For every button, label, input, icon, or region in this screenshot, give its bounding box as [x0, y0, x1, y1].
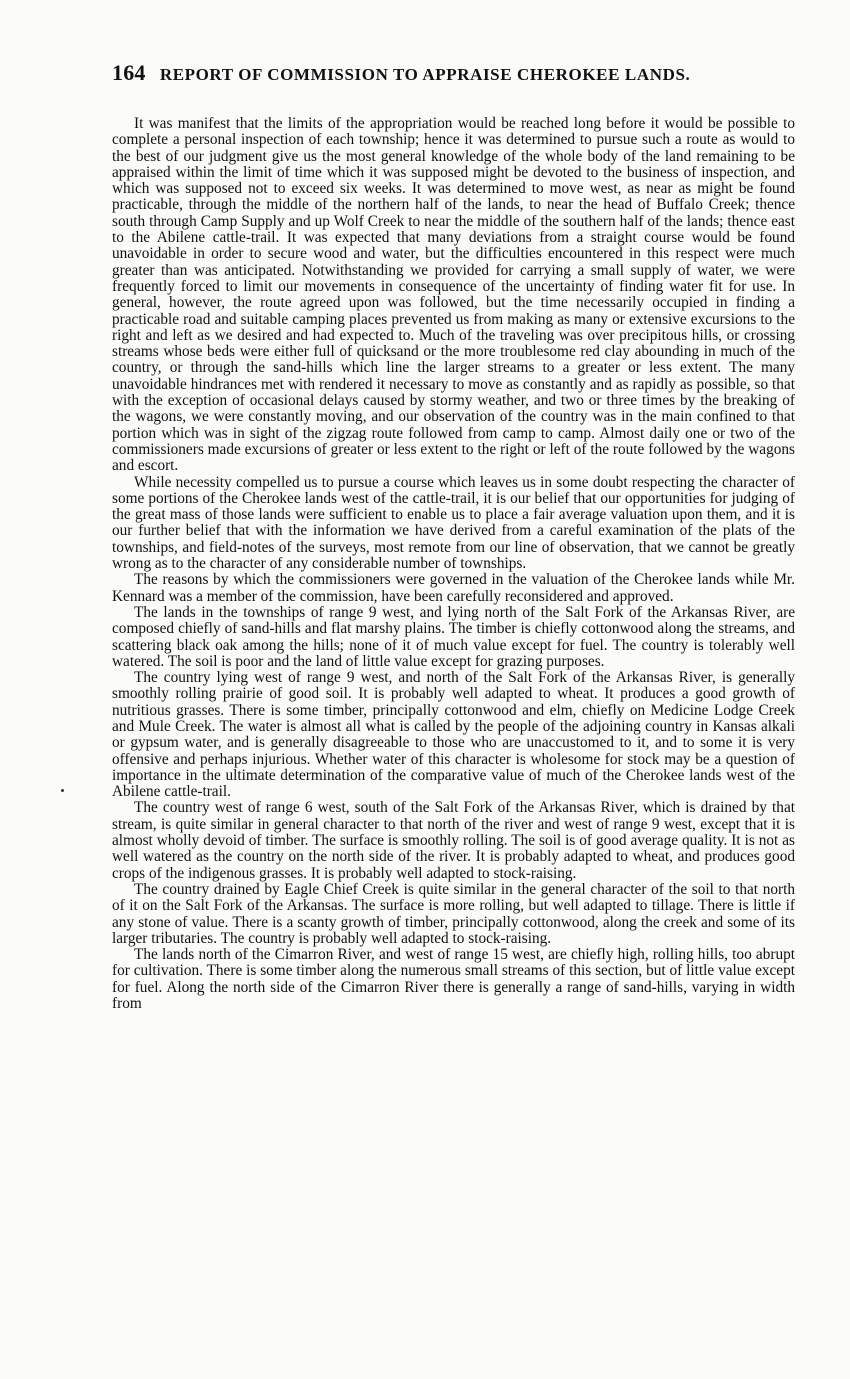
body-text	[112, 116, 795, 1012]
paragraph: It was manifest that the limits of the appropriation would be reached long before it would be possible to complete a personal inspection of each township; hence it was determined to pursue such a route as would to the best of our judgment give us the most general knowledge of the whole body of the land remaining to be appraised within the limit of time which it was supposed might be devoted to the business of inspection, and which was supposed not to exceed six weeks. It was determined to move west, as near as might be found practicable, through the middle of the northern half of the lands, to near the head of Buffalo Creek; thence south through Camp Supply and up Wolf Creek to near the middle of the southern half of the lands; thence east to the Abilene cattle-trail. It was expected that many deviations from a straight course would be found unavoidable in order to secure wood and water, but the difficulties encountered in this respect were much greater than was anticipated. Notwithstanding we provided for carrying a small supply of water, we were frequently forced to limit our movements in consequence of the uncertainty of finding water fit for use. In general, however, the route agreed upon was followed, but the time necessarily occupied in finding a practicable road and suitable camping places prevented us from making as many or extensive excursions to the right and left as we desired and had expected to. Much of the traveling was over precipitous hills, or crossing streams whose beds were either full of quicksand or the more troublesome red clay abounding in much of the country, or through the sand-hills which line the larger streams to a greater or less extent. The many unavoidable hindrances met with rendered it necessary to move as constantly and as rapidly as possible, so that with the exception of occasional delays caused by stormy weather, and two or three times by the breaking of the wagons, we were constantly moving, and our observation of the country was in the main confined to that portion which was in sight of the zigzag route followed from camp to camp. Almost daily one or two of the commissioners made excursions of greater or less extent to the right or left of the route followed by the wagons and escort.	[112, 115, 795, 475]
paragraph: The reasons by which the commissioners were governed in the valuation of the Cherokee lands while Mr. Kennard was a member of the commission, have been carefully reconsidered and approved.	[112, 571, 795, 605]
paragraph: The lands in the townships of range 9 west, and lying north of the Salt Fork of the Arkansas River, are composed chiefly of sand-hills and flat marshy plains. The timber is chiefly cottonwood along the streams, and scattering black oak among the hills; none of it of much value except for fuel. The country is tolerably well watered. The soil is poor and the land of little value except for grazing purposes.	[112, 603, 795, 670]
paragraph: While necessity compelled us to pursue a course which leaves us in some doubt respecting the character of some portions of the Cherokee lands west of the cattle-trail, it is our belief that our opportunities for judging of the great mass of those lands were sufficient to enable us to place a fair average valuation upon them, and it is our further belief that with the information we have derived from a careful examination of the plats of the townships, and field-notes of the surveys, most remote from our line of observation, that we cannot be greatly wrong as to the character of any considerable number of townships.	[112, 473, 795, 573]
paragraph: The lands north of the Cimarron River, and west of range 15 west, are chiefly high, rolling hills, too abrupt for cultivation. There is some timber along the numerous small streams of this section, but of little value except for fuel. Along the north side of the Cimarron River there is generally a range of sand-hills, varying in width from	[112, 946, 795, 1013]
paragraph: The country west of range 6 west, south of the Salt Fork of the Arkansas River, which is drained by that stream, is quite similar in general character to that north of the river and west of range 9 west, except that it is almost wholly devoid of timber. The surface is smoothly rolling. The soil is of good average quality. It is not as well watered as the country on the north side of the river. It is probably adapted to wheat, and produces good crops of the indigenous grasses. It is probably well adapted to stock-raising.	[112, 799, 795, 882]
page-number: 164	[112, 60, 146, 85]
paragraph: The country lying west of range 9 west, and north of the Salt Fork of the Arkansas River, is generally smoothly rolling prairie of good soil. It is probably well adapted to wheat. It produces a good growth of nutritious grasses. There is some timber, principally cottonwood and elm, chiefly on Medicine Lodge Creek and Mule Creek. The water is almost all what is called by the people of the adjoining country in Kansas alkali or gypsum water, and is generally disagreeable to those who are unaccustomed to it, and to some it is very offensive and perhaps injurious. Whether water of this character is wholesome for stock may be a question of importance in the ultimate determination of the comparative value of much of the Cherokee lands west of the Abilene cattle-trail.	[112, 669, 795, 801]
page-header	[112, 60, 802, 100]
paragraph: The country drained by Eagle Chief Creek is quite similar in the general character of the soil to that north of it on the Salt Fork of the Arkansas. The surface is more rolling, but well adapted to tillage. There is little if any stone of value. There is a scanty growth of timber, principally cottonwood, along the creek and some of its larger tributaries. The country is probably well adapted to stock-raising.	[112, 880, 795, 947]
running-head: REPORT OF COMMISSION TO APPRAISE CHEROKEE LANDS.	[159, 65, 691, 84]
margin-speck	[61, 789, 64, 792]
